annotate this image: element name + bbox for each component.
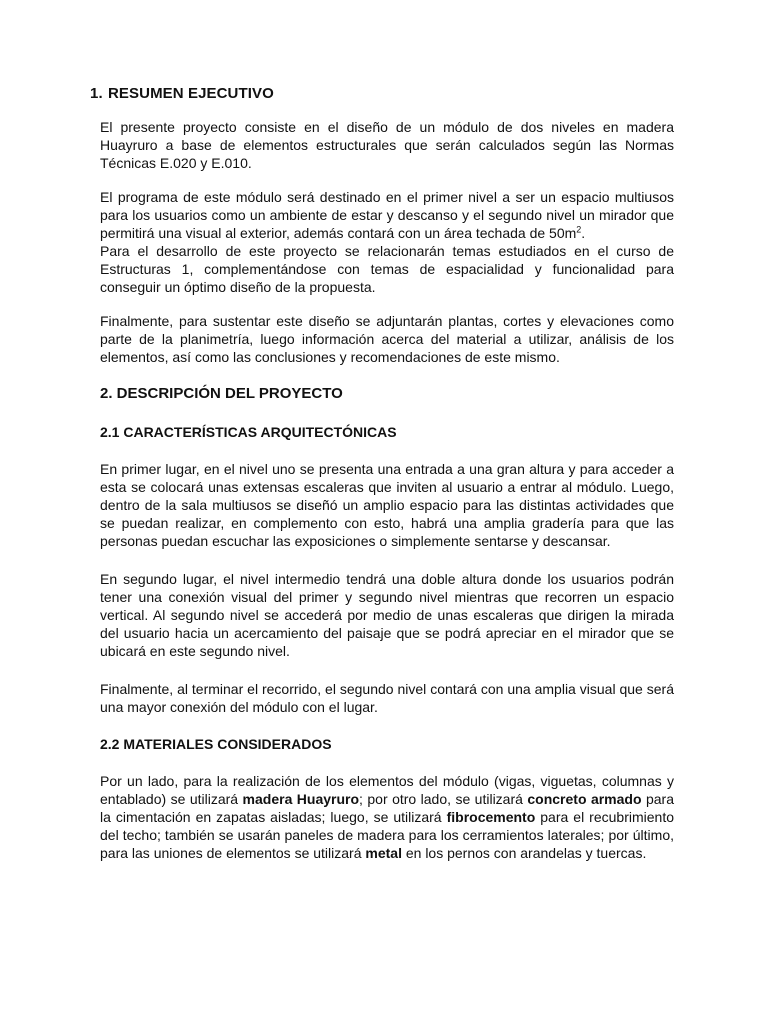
section-2-heading: 2. DESCRIPCIÓN DEL PROYECTO — [100, 385, 343, 402]
section-2-1-heading: 2.1 CARACTERÍSTICAS ARQUITECTÓNICAS — [100, 424, 397, 440]
section-1-paragraph-2-end: . — [581, 225, 586, 241]
section-1-paragraph-1: El presente proyecto consiste en el diseño de un módulo de dos niveles en madera Huayruro a base de elementos estructurales que serán calculados según las Normas Técnicas E.020 y E.010. — [100, 119, 674, 171]
section-1-number: 1. — [90, 85, 103, 102]
section-2-1-paragraph-3: Finalmente, al terminar el recorrido, el segundo nivel contará con una amplia visual que será una mayor conexión del módulo con el lugar. — [100, 681, 674, 715]
section-2-1-paragraph-1: En primer lugar, en el nivel uno se presenta una entrada a una gran altura y para acceder a esta se colocará unas extensas escaleras que inviten al usuario a entrar al módulo. Luego, dentro de la sala multiusos se diseñó un amplio espacio para las distintas actividades que se puedan realizar, en complemento con esto, habrá una amplia gradería para que las personas puedan escuchar las exposiciones o simplemente sentarse y descansar. — [100, 461, 674, 549]
section-1-paragraph-2-text: El programa de este módulo será destinado en el primer nivel a ser un espacio multiusos para los usuarios como un ambiente de estar y descanso y el segundo nivel un mirador que permitirá una visual al exterior, además contará con un área techada de 50m — [100, 189, 674, 241]
material-concreto: concreto armado — [527, 791, 642, 807]
materials-text-2: ; por otro lado, se utilizará — [359, 791, 528, 807]
materials-text-1: Por un lado, para la realización de los elementos del módulo (vigas, viguetas, columnas y entablado) se utilizará — [100, 773, 674, 807]
material-metal: metal — [365, 845, 402, 861]
material-fibrocemento: fibrocemento — [446, 809, 536, 825]
section-1-heading — [90, 84, 674, 104]
materials-text-4: para el recubrimiento del techo; también se usarán paneles de madera para los cerramientos laterales; por último, para las uniones de elementos se utilizará — [100, 809, 674, 861]
section-2-2-paragraph — [100, 772, 674, 862]
materials-text-3: para la cimentación en zapatas aisladas; luego, se utilizará — [100, 791, 674, 825]
section-1-paragraph-3: Para el desarrollo de este proyecto se relacionarán temas estudiados en el curso de Estructuras 1, complementándose con temas de espacialidad y funcionalidad para conseguir un óptimo diseño de la propuesta. — [100, 243, 674, 295]
area-superscript: 2 — [576, 224, 582, 235]
materials-text-5: en los pernos con arandelas y tuercas. — [401, 845, 647, 861]
material-madera: madera Huayruro — [242, 791, 360, 807]
section-2-1-paragraph-2: En segundo lugar, el nivel intermedio tendrá una doble altura donde los usuarios podrán tener una conexión visual del primer y segundo nivel mientras que recorren un espacio vertical. Al segundo nivel se accederá por medio de unas escaleras que dirigen la mirada del usuario hacia un acercamiento del paisaje que se podrá apreciar en el mirador que se ubicará en este segundo nivel. — [100, 571, 674, 659]
section-1-title: RESUMEN EJECUTIVO — [108, 85, 274, 102]
section-2-2-heading: 2.2 MATERIALES CONSIDERADOS — [100, 736, 332, 752]
section-1-paragraph-4: Finalmente, para sustentar este diseño se adjuntarán plantas, cortes y elevaciones como parte de la planimetría, luego información acerca del material a utilizar, análisis de los elementos, así como las conclusiones y recomendaciones de este mismo. — [100, 313, 674, 365]
section-1-paragraph-2 — [100, 188, 674, 242]
